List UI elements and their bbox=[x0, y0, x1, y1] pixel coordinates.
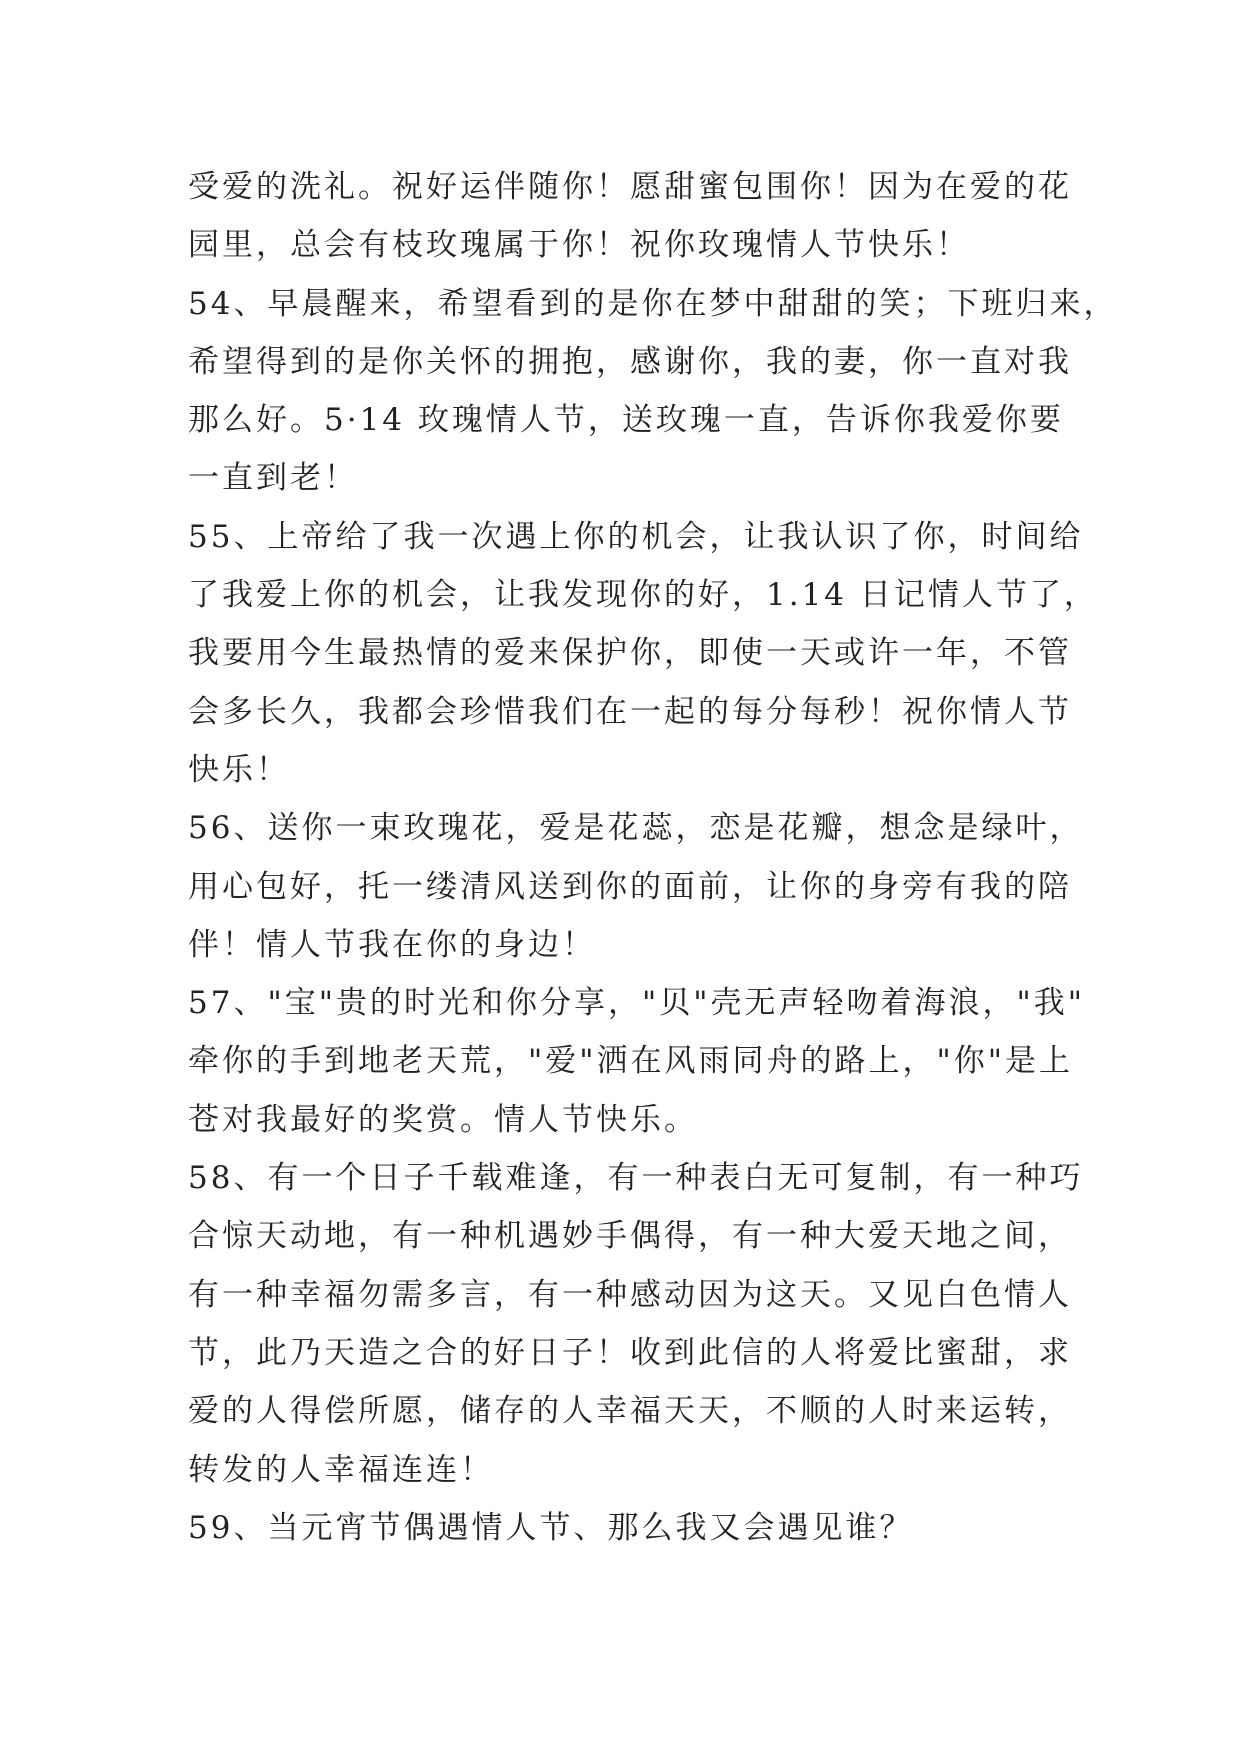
text-line: 55、上帝给了我一次遇上你的机会，让我认识了你，时间给 bbox=[188, 518, 1084, 555]
text-line: 苍对我最好的奖赏。情人节快乐。 bbox=[188, 1101, 698, 1138]
text-line: 快乐！ bbox=[188, 751, 290, 788]
text-line: 节，此乃天造之合的好日子！收到此信的人将爱比蜜甜，求 bbox=[188, 1334, 1072, 1371]
text-line: 受爱的洗礼。祝好运伴随你！愿甜蜜包围你！因为在爱的花 bbox=[188, 169, 1072, 205]
text-line: 我要用今生最热情的爱来保护你，即使一天或许一年，不管 bbox=[188, 635, 1072, 672]
text-line: 57、"宝"贵的时光和你分享，"贝"壳无声轻吻着海浪，"我" bbox=[188, 985, 1085, 1022]
body-text bbox=[188, 158, 1118, 1557]
text-line: 一直到老！ bbox=[188, 460, 358, 497]
text-line: 59、当元宵节偶遇情人节、那么我又会遇见谁？ bbox=[188, 1509, 914, 1546]
text-line: 了我爱上你的机会，让我发现你的好，1.14 日记情人节了， bbox=[188, 577, 1098, 614]
text-line: 54、早晨醒来，希望看到的是你在梦中甜甜的笑；下班归来， bbox=[188, 285, 1118, 322]
text-line: 园里，总会有枝玫瑰属于你！祝你玫瑰情人节快乐！ bbox=[188, 227, 970, 264]
text-line: 有一种幸福勿需多言，有一种感动因为这天。又见白色情人 bbox=[188, 1276, 1072, 1313]
text-line: 会多长久，我都会珍惜我们在一起的每分每秒！祝你情人节 bbox=[188, 693, 1072, 730]
text-line: 伴！情人节我在你的身边！ bbox=[188, 926, 596, 963]
text-line: 爱的人得偿所愿，储存的人幸福天天，不顺的人时来运转， bbox=[188, 1393, 1072, 1430]
text-line: 58、有一个日子千载难逢，有一种表白无可复制，有一种巧 bbox=[188, 1160, 1084, 1197]
text-line: 那么好。5·14 玫瑰情人节，送玫瑰一直，告诉你我爱你要 bbox=[188, 402, 1064, 439]
text-line: 用心包好，托一缕清风送到你的面前，让你的身旁有我的陪 bbox=[188, 868, 1072, 905]
text-line: 希望得到的是你关怀的拥抱，感谢你，我的妻，你一直对我 bbox=[188, 343, 1072, 380]
text-line: 合惊天动地，有一种机遇妙手偶得，有一种大爱天地之间， bbox=[188, 1218, 1072, 1255]
text-line: 转发的人幸福连连！ bbox=[188, 1451, 494, 1488]
text-line: 牵你的手到地老天荒，"爱"洒在风雨同舟的路上，"你"是上 bbox=[188, 1043, 1074, 1080]
text-line: 56、送你一束玫瑰花，爱是花蕊，恋是花瓣，想念是绿叶， bbox=[188, 810, 1084, 847]
